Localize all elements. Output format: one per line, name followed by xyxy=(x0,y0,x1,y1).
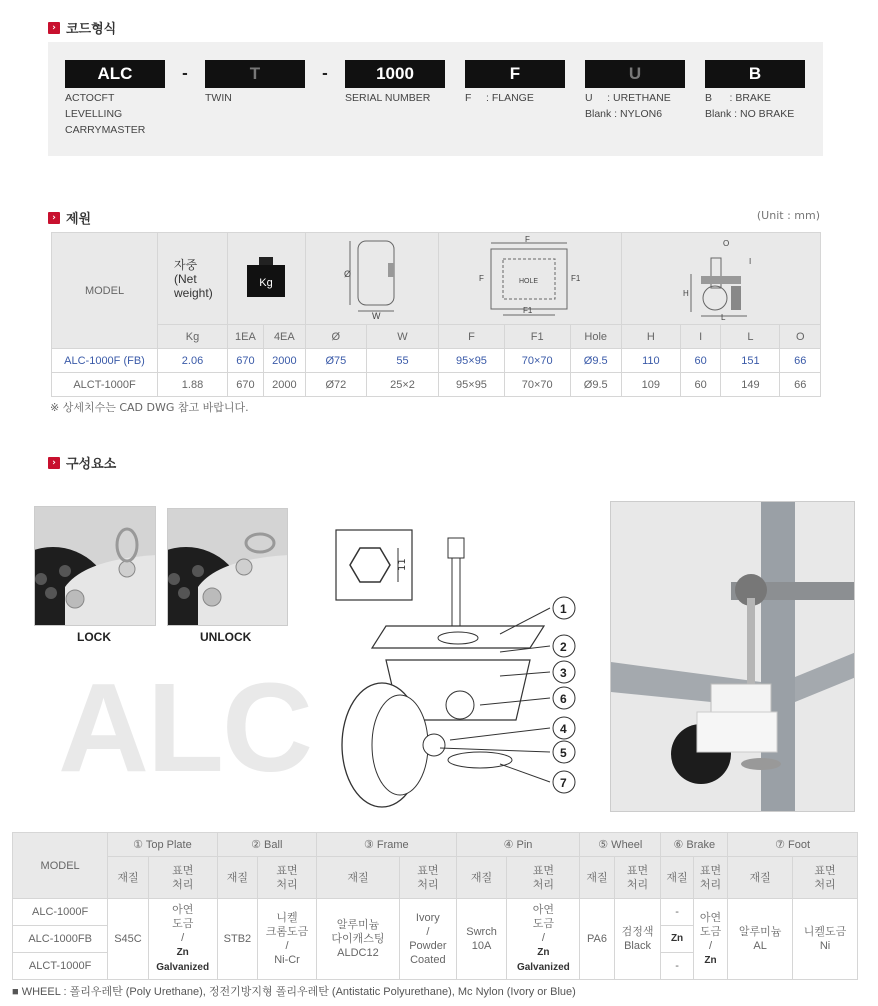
model-header: MODEL xyxy=(13,833,108,899)
cell: 1.88 xyxy=(158,373,228,397)
material-header: 재질 xyxy=(661,857,693,899)
cell: Ø9.5 xyxy=(570,349,621,373)
code-item-1000 xyxy=(345,60,445,106)
subheader: W xyxy=(366,325,438,349)
weight-icon-cell xyxy=(228,233,306,325)
wheel-diagram-cell xyxy=(305,233,438,325)
material-header: 재질 xyxy=(728,857,793,899)
callout-5: 5 xyxy=(560,746,567,760)
code-item-f xyxy=(465,60,565,106)
group-header-top-plate: ① Top Plate xyxy=(108,833,217,857)
code-dash: - xyxy=(182,66,188,82)
subheader: 4EA xyxy=(263,325,305,349)
subheader: H xyxy=(621,325,680,349)
material-header: 재질 xyxy=(580,857,614,899)
cell: 149 xyxy=(721,373,780,397)
section-title-spec: › 제원 xyxy=(48,208,91,227)
components-table xyxy=(12,832,858,980)
model-cell: ALC-1000FB xyxy=(13,926,108,953)
code-desc: ACTOCFT LEVELLING CARRYMASTER xyxy=(65,92,146,136)
unlock-caption: UNLOCK xyxy=(200,630,252,644)
cell: 60 xyxy=(680,373,720,397)
code-desc: B : BRAKE Blank : NO BRAKE xyxy=(705,92,795,120)
cell: 60 xyxy=(680,349,720,373)
cell: 66 xyxy=(780,373,821,397)
cell: 2000 xyxy=(263,373,305,397)
code-item-t xyxy=(205,60,305,106)
kg-icon-label: Kg xyxy=(259,277,274,289)
callout-7: 7 xyxy=(560,776,567,790)
flange-diagram-cell xyxy=(439,233,622,325)
cell: 151 xyxy=(721,349,780,373)
cell: 2.06 xyxy=(158,349,228,373)
cell: 2000 xyxy=(263,349,305,373)
code-dash: - xyxy=(322,66,328,82)
model-cell: ALC-1000F xyxy=(13,899,108,926)
section-title-components: › 구성요소 xyxy=(48,453,116,472)
cell: 25×2 xyxy=(366,373,438,397)
code-desc: U : URETHANE Blank : NYLON6 xyxy=(585,92,671,120)
unlock-photo xyxy=(167,508,288,626)
group-header-foot: ⑦ Foot xyxy=(728,833,858,857)
model-cell: ALCT-1000F xyxy=(13,953,108,980)
cell: 아연 도금 / Zn xyxy=(693,899,727,980)
subheader: 1EA xyxy=(228,325,264,349)
cell: - xyxy=(661,899,693,926)
callout-1: 1 xyxy=(560,602,567,616)
code-item-b xyxy=(705,60,805,122)
cad-note: ※ 상세치수는 CAD DWG 참고 바랍니다. xyxy=(50,401,249,414)
cell: - xyxy=(661,953,693,980)
caster-diagram-cell xyxy=(621,233,820,325)
caster-dimension-icon xyxy=(661,234,781,320)
subheader: Hole xyxy=(570,325,621,349)
code-chip: 1000 xyxy=(345,60,445,88)
flange-dimension-icon xyxy=(475,235,585,319)
code-desc: TWIN xyxy=(205,92,232,104)
cell: 55 xyxy=(366,349,438,373)
o-label: O xyxy=(722,239,730,248)
code-item-u xyxy=(585,60,685,122)
cell: 95×95 xyxy=(439,373,505,397)
cell: 알루미늄 AL xyxy=(728,899,793,980)
f1-label: F1 xyxy=(522,306,533,315)
spec-table xyxy=(51,232,821,397)
cell: 니켈 크롬도금 / Ni-Cr xyxy=(258,899,317,980)
cell: 95×95 xyxy=(439,349,505,373)
surface-header: 표면 처리 xyxy=(148,857,217,899)
surface-header: 표면 처리 xyxy=(258,857,317,899)
cell: Ø9.5 xyxy=(570,373,621,397)
subheader: Kg xyxy=(158,325,228,349)
hole-label: HOLE xyxy=(518,278,539,285)
cell: ALC-1000F (FB) xyxy=(52,349,158,373)
code-item-alc xyxy=(65,60,165,138)
subheader: I xyxy=(680,325,720,349)
weight-header: 자중 (Net weight) xyxy=(158,233,228,325)
group-header-brake: ⑥ Brake xyxy=(661,833,728,857)
l-label: L xyxy=(720,313,726,320)
material-header: 재질 xyxy=(316,857,399,899)
cell: Ø75 xyxy=(305,349,366,373)
subheader: Ø xyxy=(305,325,366,349)
cell: 검정색 Black xyxy=(614,899,661,980)
subheader: F1 xyxy=(504,325,570,349)
code-chip: ALC xyxy=(65,60,165,88)
cell: 109 xyxy=(621,373,680,397)
code-desc: F : FLANGE xyxy=(465,92,534,104)
cell: Ivory / Powder Coated xyxy=(399,899,456,980)
group-header-wheel: ⑤ Wheel xyxy=(580,833,661,857)
cell: STB2 xyxy=(217,899,258,980)
unit-label: (Unit : mm) xyxy=(756,209,820,222)
code-chip: U xyxy=(585,60,685,88)
wheel-dimension-icon xyxy=(332,235,412,319)
cell: ALCT-1000F xyxy=(52,373,158,397)
section-title-code: › 코드형식 xyxy=(48,18,116,37)
cell: Zn xyxy=(661,926,693,953)
cell: 670 xyxy=(228,349,264,373)
lock-caption: LOCK xyxy=(77,630,111,644)
arrow-icon: › xyxy=(48,457,60,469)
surface-header: 표면 처리 xyxy=(614,857,661,899)
callout-3: 3 xyxy=(560,666,567,680)
table-row xyxy=(52,349,821,373)
i-label: I xyxy=(748,257,752,266)
cell: 아연 도금 / Zn Galvanized xyxy=(507,899,580,980)
cell: 110 xyxy=(621,349,680,373)
wheel-footer-note: ■ WHEEL : 폴리우레탄 (Poly Urethane), 정전기방지형 폴리우레탄 (Antistatic Polyurethane), Mc Nylon (Ivory or Blue) xyxy=(12,986,576,998)
alc-watermark: ALC xyxy=(58,657,311,798)
subheader: O xyxy=(780,325,821,349)
cell: 알루미늄 다이캐스팅 ALDC12 xyxy=(316,899,399,980)
code-chip: F xyxy=(465,60,565,88)
cell: 니켈도금 Ni xyxy=(793,899,858,980)
cell: Ø72 xyxy=(305,373,366,397)
cell: 70×70 xyxy=(504,349,570,373)
lock-photo xyxy=(34,506,156,626)
w-label: W xyxy=(371,311,381,319)
cell: Swrch 10A xyxy=(456,899,507,980)
callout-6: 6 xyxy=(560,692,567,706)
code-desc: SERIAL NUMBER xyxy=(345,92,431,104)
group-header-frame: ③ Frame xyxy=(316,833,456,857)
cell: 670 xyxy=(228,373,264,397)
subheader: L xyxy=(721,325,780,349)
hex-size-label: 11 xyxy=(397,558,408,571)
material-header: 재질 xyxy=(217,857,258,899)
cell: S45C xyxy=(108,899,149,980)
arrow-icon: › xyxy=(48,22,60,34)
cell: 70×70 xyxy=(504,373,570,397)
surface-header: 표면 처리 xyxy=(793,857,858,899)
material-header: 재질 xyxy=(108,857,149,899)
callout-4: 4 xyxy=(560,722,567,736)
weight-kg-icon xyxy=(243,255,289,299)
f-side-label: F xyxy=(478,274,484,283)
code-chip: T xyxy=(205,60,305,88)
h-label: H xyxy=(682,289,689,298)
surface-header: 표면 처리 xyxy=(693,857,727,899)
hex-icon xyxy=(350,548,390,582)
callout-2: 2 xyxy=(560,640,567,654)
installation-photo xyxy=(610,501,855,812)
code-format-box xyxy=(48,42,823,156)
group-header-ball: ② Ball xyxy=(217,833,316,857)
surface-header: 표면 처리 xyxy=(399,857,456,899)
f-label: F xyxy=(524,235,530,244)
group-header-pin: ④ Pin xyxy=(456,833,580,857)
cell: 66 xyxy=(780,349,821,373)
phi-label: Ø xyxy=(343,269,351,279)
caster-exploded-diagram xyxy=(330,520,590,810)
model-header: MODEL xyxy=(52,233,158,349)
cell: 아연 도금 / Zn Galvanized xyxy=(148,899,217,980)
table-row xyxy=(52,373,821,397)
code-chip: B xyxy=(705,60,805,88)
material-header: 재질 xyxy=(456,857,507,899)
f1-side-label: F1 xyxy=(570,274,581,283)
subheader: F xyxy=(439,325,505,349)
surface-header: 표면 처리 xyxy=(507,857,580,899)
table-row xyxy=(13,899,858,926)
arrow-icon: › xyxy=(48,212,60,224)
cell: PA6 xyxy=(580,899,614,980)
